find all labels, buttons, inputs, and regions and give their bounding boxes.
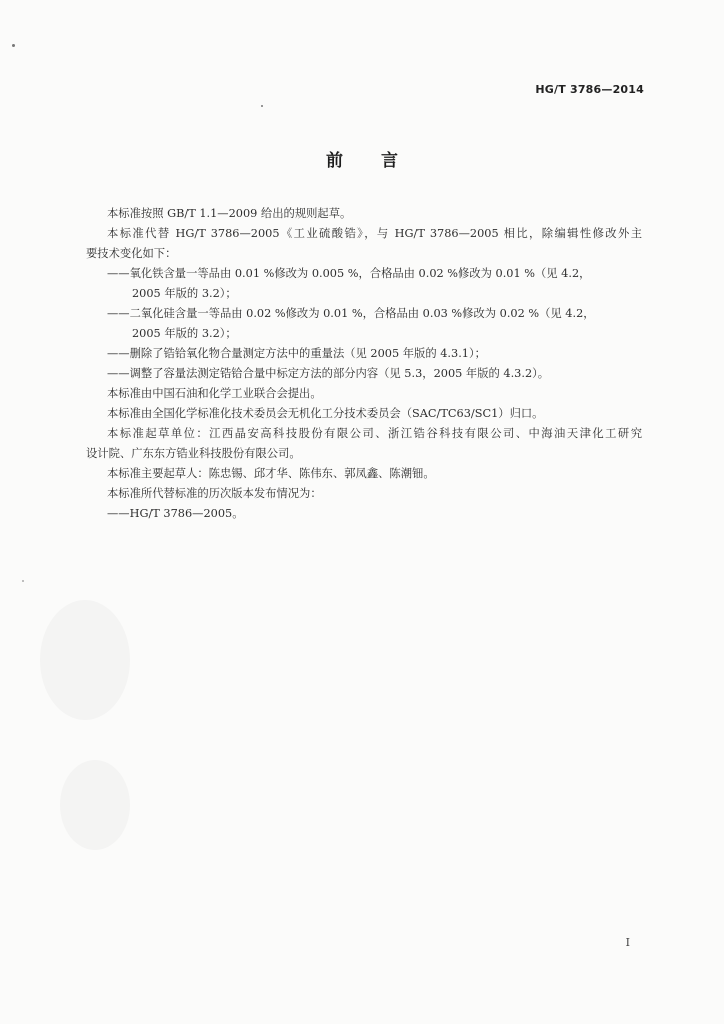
scan-speck: [261, 105, 263, 107]
document-number: HG/T 3786—2014: [535, 83, 644, 96]
page-title: [0, 146, 724, 171]
paragraph-drafting-units-line-1: 本标准起草单位：江西晶安高科技股份有限公司、浙江锆谷科技有限公司、中海油天津化工研究: [107, 427, 642, 440]
title-char-1: 前: [326, 151, 343, 171]
change-item-iron-oxide-cont: 2005 年版的 3.2）；: [132, 287, 237, 300]
previous-edition-item: ——HG/T 3786—2005。: [107, 507, 244, 520]
scan-smudge: [60, 760, 130, 850]
paragraph-under-jurisdiction: 本标准由全国化学标准化技术委员会无机化工分技术委员会（SAC/TC63/SC1）归口。: [107, 407, 544, 420]
paragraph-drafting-rules: 本标准按照 GB/T 1.1—2009 给出的规则起草。: [107, 207, 352, 220]
page-number: I: [625, 936, 630, 949]
change-item-silica-cont: 2005 年版的 3.2）；: [132, 327, 237, 340]
scan-smudge: [40, 600, 130, 720]
scan-speck: [22, 580, 24, 582]
change-item-calibration-adjusted: ——调整了容量法测定锆铪合量中标定方法的部分内容（见 5.3，2005 年版的 4.3.2）。: [107, 367, 550, 380]
paragraph-replaces-line-1: 本标准代替 HG/T 3786—2005《工业硫酸锆》，与 HG/T 3786—2005 相比，除编辑性修改外主: [107, 227, 642, 240]
change-item-gravimetric-removed: ——删除了锆铪氧化物合量测定方法中的重量法（见 2005 年版的 4.3.1）；: [107, 347, 486, 360]
title-char-2: 言: [381, 151, 398, 171]
foreword-body: [86, 204, 642, 524]
paragraph-drafting-units-line-2: 设计院、广东东方锆业科技股份有限公司。: [86, 447, 301, 460]
paragraph-proposed-by: 本标准由中国石油和化学工业联合会提出。: [107, 387, 322, 400]
change-item-silica: ——二氧化硅含量一等品由 0.02 %修改为 0.01 %，合格品由 0.03 %修改为 0.02 %（见 4.2，: [107, 307, 595, 320]
scan-speck: [12, 44, 15, 47]
paragraph-previous-editions: 本标准所代替标准的历次版本发布情况为：: [107, 487, 322, 500]
change-item-iron-oxide: ——氧化铁含量一等品由 0.01 %修改为 0.005 %，合格品由 0.02 %修改为 0.01 %（见 4.2，: [107, 267, 591, 280]
paragraph-main-drafters: 本标准主要起草人：陈忠锡、邱才华、陈伟东、郭凤鑫、陈潮钿。: [107, 467, 435, 480]
paragraph-replaces-line-2: 要技术变化如下：: [86, 247, 177, 260]
